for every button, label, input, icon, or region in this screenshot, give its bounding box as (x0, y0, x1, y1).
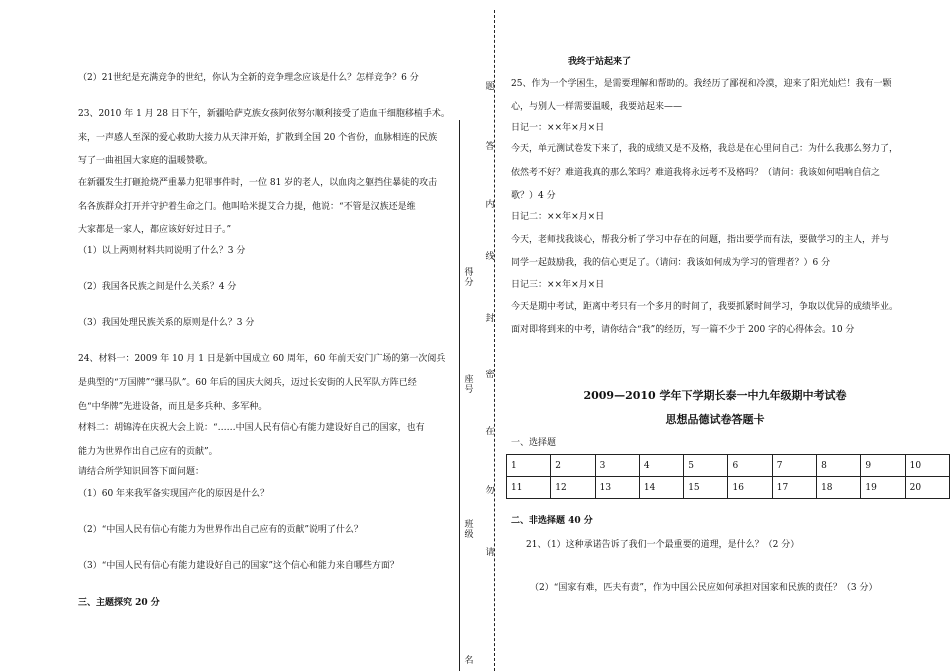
section-1-heading: 一、选择题 (511, 438, 557, 448)
section-2-heading: 二、非选择题 40 分 (511, 516, 593, 526)
answer-cell[interactable]: 7 (772, 455, 816, 477)
seal-char-6: 密 (485, 370, 495, 380)
exam-subtitle: 思想品德试卷答题卡 (665, 413, 765, 426)
answer-cell[interactable]: 9 (861, 455, 905, 477)
q25-line-2: 心，与别人一样需要温暖，我要站起来—— (511, 102, 683, 112)
answer-cell[interactable]: 8 (817, 455, 861, 477)
q21-sub2: （2）“国家有难，匹夫有责”，作为中国公民应如何承担对国家和民族的责任？（3 分） (530, 583, 878, 593)
label-seat-number: 座号 (464, 375, 474, 395)
q24-sub3: （3）“中国人民有信心有能力建设好自己的国家”这个信心和能力来自哪些方面？ (78, 561, 399, 571)
q23-sub2: （2）我国各民族之间是什么关系？4 分 (78, 282, 237, 292)
seal-line-right (494, 10, 495, 671)
q23-line-2: 来，一声感人至深的爱心救助大接力从天津开始，扩散到全国 20 个省份，血脉相连的民族 (78, 133, 438, 143)
answer-cell[interactable]: 16 (728, 477, 772, 499)
answer-grid-row (507, 455, 950, 477)
answer-cell[interactable]: 10 (905, 455, 949, 477)
label-class: 班级 (464, 520, 474, 540)
q23-line-1: 23、2010 年 1 月 28 日下午，新疆哈萨克族女孩阿依努尔顺利接受了造血干细胞移植手术。 (78, 109, 450, 119)
seal-char-7: 在 (485, 427, 495, 437)
q25-line-5: 依然考不好？难道我真的那么笨吗？难道我将永远考不及格吗？（请问：我该如何唱响自信之 (511, 168, 881, 178)
q23-sub3: （3）我国处理民族关系的原则是什么？3 分 (78, 318, 255, 328)
answer-cell[interactable]: 11 (507, 477, 551, 499)
answer-grid-row (507, 477, 950, 499)
answer-cell[interactable]: 15 (684, 477, 728, 499)
q24-line-2: 是典型的“万国牌”“骡马队”。60 年后的国庆大阅兵，迈过长安街的人民军队方阵已经 (78, 378, 417, 388)
answer-cell[interactable]: 2 (551, 455, 595, 477)
answer-cell[interactable]: 14 (639, 477, 683, 499)
q22-sub2: （2）21世纪是充满竞争的世纪，你认为全新的竞争理念应该是什么？怎样竞争？6 分 (78, 73, 419, 83)
section-3-heading: 三、主题探究 20 分 (78, 598, 160, 608)
seal-char-9: 请 (485, 548, 495, 558)
seal-char-5: 封 (485, 314, 495, 324)
exam-title: 2009—2010 学年下学期长泰一中九年级期中考试卷 (583, 389, 847, 402)
q25-line-12: 面对即将到来的中考，请你结合“我”的经历，写一篇不少于 200 字的心得体会。10 分 (511, 325, 855, 335)
q23-sub1: （1）以上两则材料共同说明了什么？3 分 (78, 246, 246, 256)
q25-line-4: 今天，单元测试卷发下来了，我的成绩又是不及格，我总是在心里问自己：为什么我那么努力了， (511, 144, 899, 154)
left-column (0, 0, 458, 671)
q24-sub2: （2）“中国人民有信心有能力为世界作出自己应有的贡献”说明了什么？ (78, 525, 363, 535)
seal-char-2: 答 (485, 142, 495, 152)
seal-char-1: 题 (485, 82, 495, 92)
answer-cell[interactable]: 6 (728, 455, 772, 477)
q24-line-3: 色“中华牌”先进设备，而且是多兵种、多军种。 (78, 402, 268, 412)
seal-char-4: 线 (485, 252, 495, 262)
answer-cell[interactable]: 3 (595, 455, 639, 477)
q24-line-4: 材料二：胡锦涛在庆祝大会上说：“……中国人民有信心有能力建设好自己的国家，也有 (78, 423, 425, 433)
answer-cell[interactable]: 18 (817, 477, 861, 499)
essay-title: 我终于站起来了 (568, 57, 632, 67)
label-name: 名 (464, 656, 474, 666)
answer-grid (506, 454, 950, 499)
q24-sub1: （1）60 年来我军备实现国产化的原因是什么？ (78, 489, 270, 499)
seal-char-8: 勿 (485, 486, 495, 496)
q23-line-3: 写了一曲祖国大家庭的温暖赞歌。 (78, 156, 214, 166)
q24-line-5: 能力为世界作出自己应有的贡献”。 (78, 447, 218, 457)
q24-line-6: 请结合所学知识回答下面问题： (78, 467, 205, 477)
q25-line-9: 同学一起鼓励我，我的信心更足了。（请问：我该如何成为学习的管理者？）6 分 (511, 258, 831, 268)
q21-sub1: 21、（1）这种承诺告诉了我们一个最重要的道理，是什么？（2 分） (526, 540, 800, 550)
answer-cell[interactable]: 13 (595, 477, 639, 499)
answer-cell[interactable]: 1 (507, 455, 551, 477)
q25-line-1: 25、作为一个学困生，是需要理解和帮助的。我经历了鄙视和冷漠，迎来了阳光灿烂！我有一颗 (511, 79, 892, 89)
q23-line-6: 大家都是一家人，都应该好好过日子。” (78, 225, 232, 235)
q25-line-8: 今天，老师找我谈心，帮我分析了学习中存在的问题，指出要学而有法，要做学习的主人，并与 (511, 235, 890, 245)
q23-line-4: 在新疆发生打砸抢烧严重暴力犯罪事件时，一位 81 岁的老人，以血肉之躯挡住暴徒的攻击 (78, 178, 438, 188)
q25-line-11: 今天是期中考试，距离中考只有一个多月的时间了，我要抓紧时间学习，争取以优异的成绩毕业。 (511, 302, 899, 312)
q25-line-7: 日记二：××年×月×日 (511, 212, 605, 222)
q23-line-5: 名各族群众打开并守护着生命之门。他叫哈米提艾合力提，他说：“不管是汉族还是维 (78, 202, 416, 212)
right-column (500, 0, 950, 671)
label-score: 得分 (464, 268, 474, 288)
answer-cell[interactable]: 17 (772, 477, 816, 499)
seal-line-left (459, 120, 460, 671)
q25-line-10: 日记三：××年×月×日 (511, 280, 605, 290)
q25-line-6: 歌？）4 分 (511, 191, 556, 201)
answer-cell[interactable]: 19 (861, 477, 905, 499)
answer-cell[interactable]: 4 (639, 455, 683, 477)
seal-char-3: 内 (485, 200, 495, 210)
answer-cell[interactable]: 5 (684, 455, 728, 477)
answer-cell[interactable]: 20 (905, 477, 949, 499)
q24-line-1: 24、材料一：2009 年 10 月 1 日是新中国成立 60 周年，60 年前天安门广场的第一次阅兵 (78, 354, 446, 364)
answer-cell[interactable]: 12 (551, 477, 595, 499)
q25-line-3: 日记一：××年×月×日 (511, 123, 605, 133)
